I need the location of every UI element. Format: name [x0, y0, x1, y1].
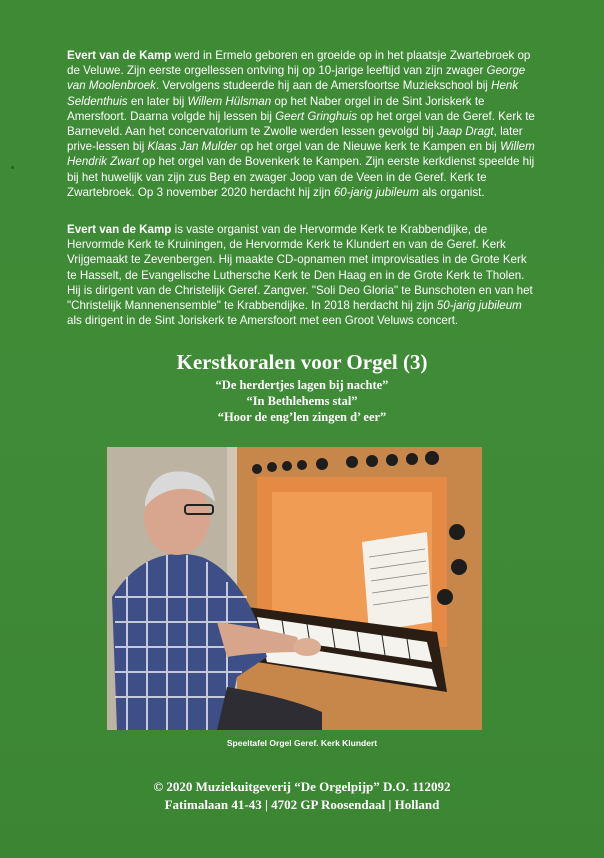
organist-name: Evert van de Kamp	[67, 49, 172, 62]
bio-text: werd in Ermelo geboren en groeide op in het plaatsje Zwartebroek op de Veluwe. Zijn eerste orgellessen ontving hij op 10-jarige leeftijd van zijn zwager	[67, 49, 531, 78]
song-list	[0, 377, 604, 425]
bio-name-emphasis: Klaas Jan Mulder	[147, 140, 238, 154]
bio-name-emphasis: Geert Gringhuis	[275, 109, 357, 123]
bio-text: is vaste organist van de Hervormde Kerk te Krabbendijke, de Hervormde Kerk te Kruiningen, de Hervormde Kerk te Klundert en van de Geref. Kerk Vrijgemaakt te Zevenbergen. Hij maakte CD-opnamen met improvisaties in de Grote Kerk te Hasselt, de Evangelische Luthersche Kerk te Den Haag en in de Grote Kerk te Tholen. Hij is dirigent van de Christelijk Geref. Zangver. "Soli Deo Gloria" te Bunschoten en van het "Christelijk Mannenensemble" te Krabbendijke. In 2018 herdacht hij zijn	[67, 223, 533, 313]
publisher-footer	[0, 778, 604, 814]
bio-name-emphasis: Henk Seldenthuis	[67, 79, 519, 108]
bio-text: op het orgel van de Nieuwe kerk te Kampen en bij	[237, 140, 501, 154]
bio-text: op het orgel van de Bovenkerk te Kampen. Zijn eerste kerkdienst speelde hij bij het huwelijk van zijn zus Bep en zwager Joop van de Veen in de Geref. Kerk te Zwartebroek. Op 3 november 2020 herdacht hij zijn	[67, 155, 535, 199]
bio-text: , later prive-lessen bij	[67, 125, 523, 154]
organ-console-photo	[107, 447, 482, 730]
bio-jubilee-emphasis: 50-jarig jubileum	[436, 299, 522, 313]
bio-text: op het Naber orgel in de Sint Joriskerk te Amersfoort. Daarna volgde hij lessen bij	[67, 94, 485, 123]
bio-name-emphasis: Jaap Dragt	[436, 125, 494, 139]
address-line: Fatimalaan 41-43 | 4702 GP Roosendaal | Holland	[164, 797, 440, 812]
song-title: “In Bethlehems stal”	[246, 394, 358, 408]
bio-text: op het orgel van de Geref. Kerk te Barneveld. Aan het concervatorium te Zwolle werden lessen gevolgd bij	[67, 109, 535, 139]
photo-caption: Speeltafel Orgel Geref. Kerk Klundert	[226, 738, 378, 748]
bio-name-emphasis: Willem Hendrik Zwart	[67, 140, 535, 169]
bio-jubilee-emphasis: 60-jarig jubileum	[333, 185, 419, 199]
song-title: “Hoor de eng’len zingen d’ eer”	[217, 410, 387, 424]
bio-name-emphasis: George van Moolenbroek	[67, 64, 526, 93]
biography-paragraph-1	[67, 48, 537, 200]
bio-text: . Vervolgens studeerde hij aan de Amersfoortse Muziekschool bij	[155, 79, 492, 93]
copyright-line: © 2020 Muziekuitgeverij “De Orgelpijp” D.O. 112092	[153, 779, 451, 794]
photo-illustration	[107, 447, 482, 730]
organist-name: Evert van de Kamp	[67, 223, 172, 236]
biography-paragraph-2	[67, 222, 537, 328]
bio-text: als dirigent in de Sint Joriskerk te Amersfoort met een Groot Veluws concert.	[67, 314, 459, 328]
song-title: “De herdertjes lagen bij nachte”	[215, 378, 389, 392]
print-speck	[11, 166, 14, 169]
album-title: Kerstkoralen voor Orgel (3)	[176, 350, 428, 374]
bio-text: als organist.	[418, 185, 485, 199]
bio-name-emphasis: Willem Hülsman	[187, 94, 272, 108]
bio-text: en later bij	[127, 94, 188, 108]
